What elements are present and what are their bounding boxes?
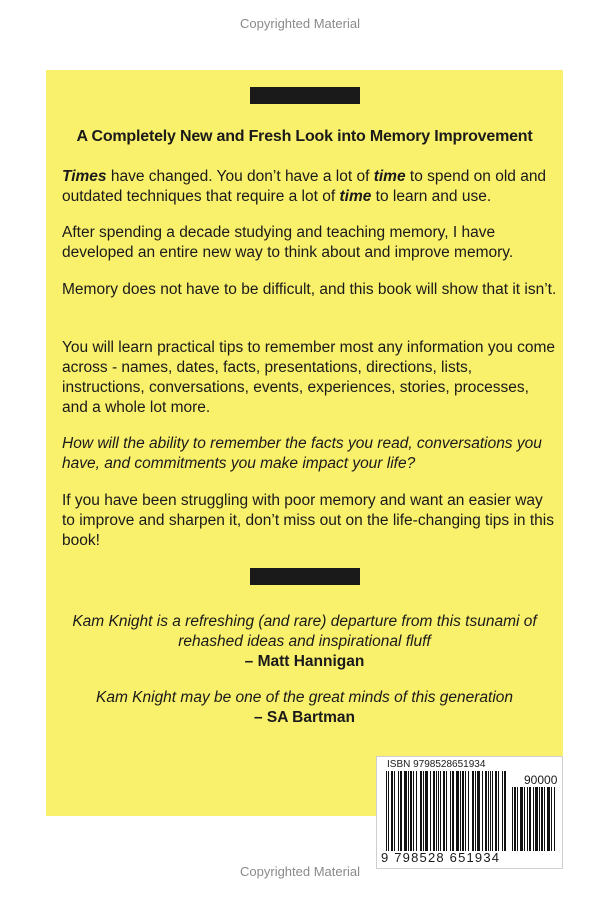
barcode-main-stripe-37	[498, 771, 499, 851]
barcode-main-stripe-11	[420, 771, 422, 851]
barcode-main-stripe-5	[400, 771, 402, 851]
barcode-main-stripe-25	[462, 771, 464, 851]
copyright-watermark-bottom: Copyrighted Material	[240, 864, 360, 879]
testimonial-1	[46, 612, 563, 672]
barcode-main-stripe-12	[423, 771, 424, 851]
barcode-addon-stripe-2	[517, 787, 518, 851]
barcode-addon-stripe-6	[529, 787, 531, 851]
barcode-addon-stripe-7	[533, 787, 534, 851]
barcode-addon-stripe-12	[547, 787, 550, 851]
paragraph-times	[62, 167, 557, 207]
barcode-main-stripe-34	[490, 771, 491, 851]
cover-heading: A Completely New and Fresh Look into Memory Improvement	[76, 128, 533, 145]
barcode-main-stripe-36	[495, 771, 497, 851]
barcode-main-stripe-24	[460, 771, 461, 851]
barcode-main-stripe-0	[386, 771, 387, 851]
emphasis-time-2: time	[339, 188, 372, 205]
copyright-watermark-top: Copyrighted Material	[240, 16, 360, 31]
barcode-main-bars	[386, 771, 508, 851]
barcode-main-stripe-21	[450, 771, 451, 851]
testimonial-2-author: – SA Bartman	[253, 709, 356, 726]
barcode-main-stripe-27	[468, 771, 469, 851]
paragraph-not-difficult: Memory does not have to be difficult, and this book will show that it isn’t.	[62, 281, 557, 298]
paragraph-practical-tips: You will learn practical tips to remember most any information you come across - names, dates, facts, presentations, directions, lists, instructions, conversations, events, experiences, stories, processes, and a whole lot more.	[62, 339, 556, 416]
barcode-main-stripe-33	[488, 771, 489, 851]
barcode-main-stripe-19	[443, 771, 445, 851]
paragraph-call-to-action: If you have been struggling with poor memory and want an easier way to improve and sharpen it, don’t miss out on the life-changing tips in this book!	[62, 492, 554, 549]
testimonial-1-text: Kam Knight is a refreshing (and rare) departure from this tsunami of rehashed ideas and inspirational fluff	[72, 613, 537, 650]
para1-text-c: to learn and use.	[371, 188, 492, 205]
barcode-main-stripe-22	[452, 771, 454, 851]
price-code-label: 90000	[524, 773, 558, 787]
barcode-addon-stripe-4	[524, 787, 525, 851]
barcode-main-stripe-28	[472, 771, 474, 851]
barcode-addon-stripe-14	[554, 787, 555, 851]
barcode-addon-stripe-5	[527, 787, 528, 851]
barcode-main-stripe-14	[430, 771, 431, 851]
testimonial-1-author: – Matt Hannigan	[244, 653, 365, 670]
barcode-main-stripe-31	[482, 771, 483, 851]
barcode-addon-stripe-1	[514, 787, 516, 851]
barcode-main-stripe-32	[485, 771, 487, 851]
barcode-main-stripe-6	[404, 771, 407, 851]
barcode-addon-stripe-13	[551, 787, 552, 851]
para1-text-a: have changed. You don’t have a lot of	[106, 168, 374, 185]
barcode-main-stripe-16	[436, 771, 437, 851]
para1-text-b: to spend on old and outdated techniques that require a lot of	[62, 168, 547, 205]
decorative-bar-middle	[250, 568, 360, 585]
barcode-main-stripe-29	[475, 771, 476, 851]
barcode-main-stripe-9	[413, 771, 414, 851]
barcode-main-stripe-39	[504, 771, 506, 851]
barcode-addon-bars	[512, 787, 555, 851]
barcode-main-stripe-35	[492, 771, 493, 851]
emphasis-times: Times	[62, 168, 107, 185]
barcode-addon-stripe-8	[535, 787, 538, 851]
barcode-addon-stripe-3	[520, 787, 523, 851]
decorative-bar-top	[250, 87, 360, 104]
barcode-main-stripe-8	[410, 771, 412, 851]
barcode-main-stripe-3	[394, 771, 395, 851]
isbn-digits: 9 798528 651934	[381, 850, 501, 865]
barcode-addon-stripe-0	[512, 787, 513, 851]
isbn-label: ISBN 9798528651934	[387, 759, 486, 770]
barcode-main-stripe-10	[416, 771, 417, 851]
barcode-main-stripe-26	[465, 771, 466, 851]
testimonial-2-text: Kam Knight may be one of the great minds of this generation	[95, 689, 514, 706]
barcode-main-stripe-38	[502, 771, 503, 851]
barcode-main-stripe-15	[433, 771, 435, 851]
barcode-main-stripe-1	[388, 771, 389, 851]
barcode-addon-stripe-10	[541, 787, 543, 851]
barcode-main-stripe-17	[438, 771, 439, 851]
back-cover-panel	[46, 70, 563, 816]
barcode-main-stripe-30	[477, 771, 480, 851]
barcode-main-stripe-23	[456, 771, 459, 851]
barcode-main-stripe-2	[391, 771, 393, 851]
emphasis-time-1: time	[373, 168, 406, 185]
paragraph-decade: After spending a decade studying and teaching memory, I have developed an entire new way to think about and improve memory.	[62, 224, 514, 261]
paragraph-question: How will the ability to remember the facts you read, conversations you have, and commitments you make impact your life?	[62, 435, 542, 472]
barcode-main-stripe-4	[398, 771, 399, 851]
barcode-addon-stripe-11	[544, 787, 545, 851]
barcode-main-stripe-7	[408, 771, 409, 851]
barcode-main-stripe-20	[446, 771, 447, 851]
barcode-main-stripe-18	[440, 771, 441, 851]
testimonial-2	[46, 688, 563, 728]
barcode-main-stripe-13	[425, 771, 428, 851]
barcode-addon-stripe-9	[539, 787, 540, 851]
isbn-barcode-box	[376, 756, 563, 869]
